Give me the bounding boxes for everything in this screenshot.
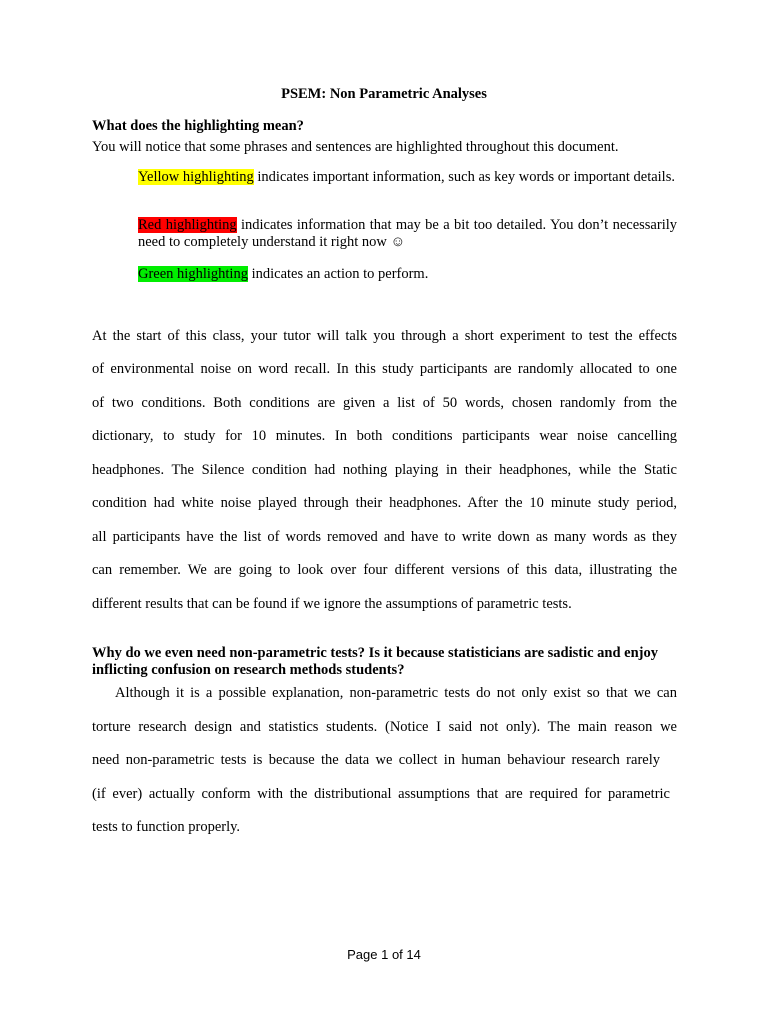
section-heading-nonparametric: Why do we even need non-parametric tests? Is it because statisticians are sadistic and enjoy inflicting confusion on research methods students? (92, 645, 659, 678)
paragraph-line: need non-parametric tests is because the data we collect in human behaviour research rarely (92, 752, 660, 768)
paragraph-line: At the start of this class, your tutor will talk you through a short experiment to test the effects (92, 328, 677, 344)
page-title: PSEM: Non Parametric Analyses (281, 86, 487, 102)
red-highlight-label: Red highlighting (138, 217, 237, 233)
paragraph-line: different results that can be found if we ignore the assumptions of parametric tests. (92, 596, 572, 612)
paragraph-line: torture research design and statistics students. (Notice I said not only). The main reason we (92, 719, 677, 735)
paragraph-line: tests to function properly. (92, 819, 241, 835)
paragraph-line: condition had white noise played through their headphones. After the 10 minute study period, (92, 495, 677, 511)
yellow-highlight-label: Yellow highlighting (138, 169, 254, 185)
paragraph-line: all participants have the list of words removed and have to write down as many words as they (92, 529, 677, 545)
red-highlight-description: indicates information that may be a bit too detailed. You don’t necessarily need to completely understand it right now ☺ (138, 217, 677, 250)
paragraph-line: of environmental noise on word recall. In this study participants are randomly allocated to one (92, 361, 677, 377)
yellow-highlight-item (138, 169, 677, 186)
section-heading-highlighting: What does the highlighting mean? (92, 118, 304, 134)
paragraph-line: (if ever) actually conform with the distributional assumptions that are required for parametric (92, 786, 670, 802)
yellow-highlight-description: indicates important information, such as key words or important details. (253, 169, 675, 185)
paragraph-line: Although it is a possible explanation, non-parametric tests do not only exist so that we can (115, 685, 677, 701)
intro-paragraph: You will notice that some phrases and sentences are highlighted throughout this document. (92, 139, 619, 155)
green-highlight-description: indicates an action to perform. (247, 266, 429, 282)
paragraph-line: dictionary, to study for 10 minutes. In both conditions participants wear noise cancelling (92, 428, 677, 444)
page-number: Page 1 of 14 (347, 947, 421, 962)
red-highlight-item (138, 217, 677, 251)
green-highlight-label: Green highlighting (138, 266, 248, 282)
paragraph-line: can remember. We are going to look over four different versions of this data, illustrating the (92, 562, 677, 578)
green-highlight-item (138, 266, 677, 283)
paragraph-line: headphones. The Silence condition had nothing playing in their headphones, while the Static (92, 462, 677, 478)
paragraph-line: of two conditions. Both conditions are given a list of 50 words, chosen randomly from the (92, 395, 677, 411)
